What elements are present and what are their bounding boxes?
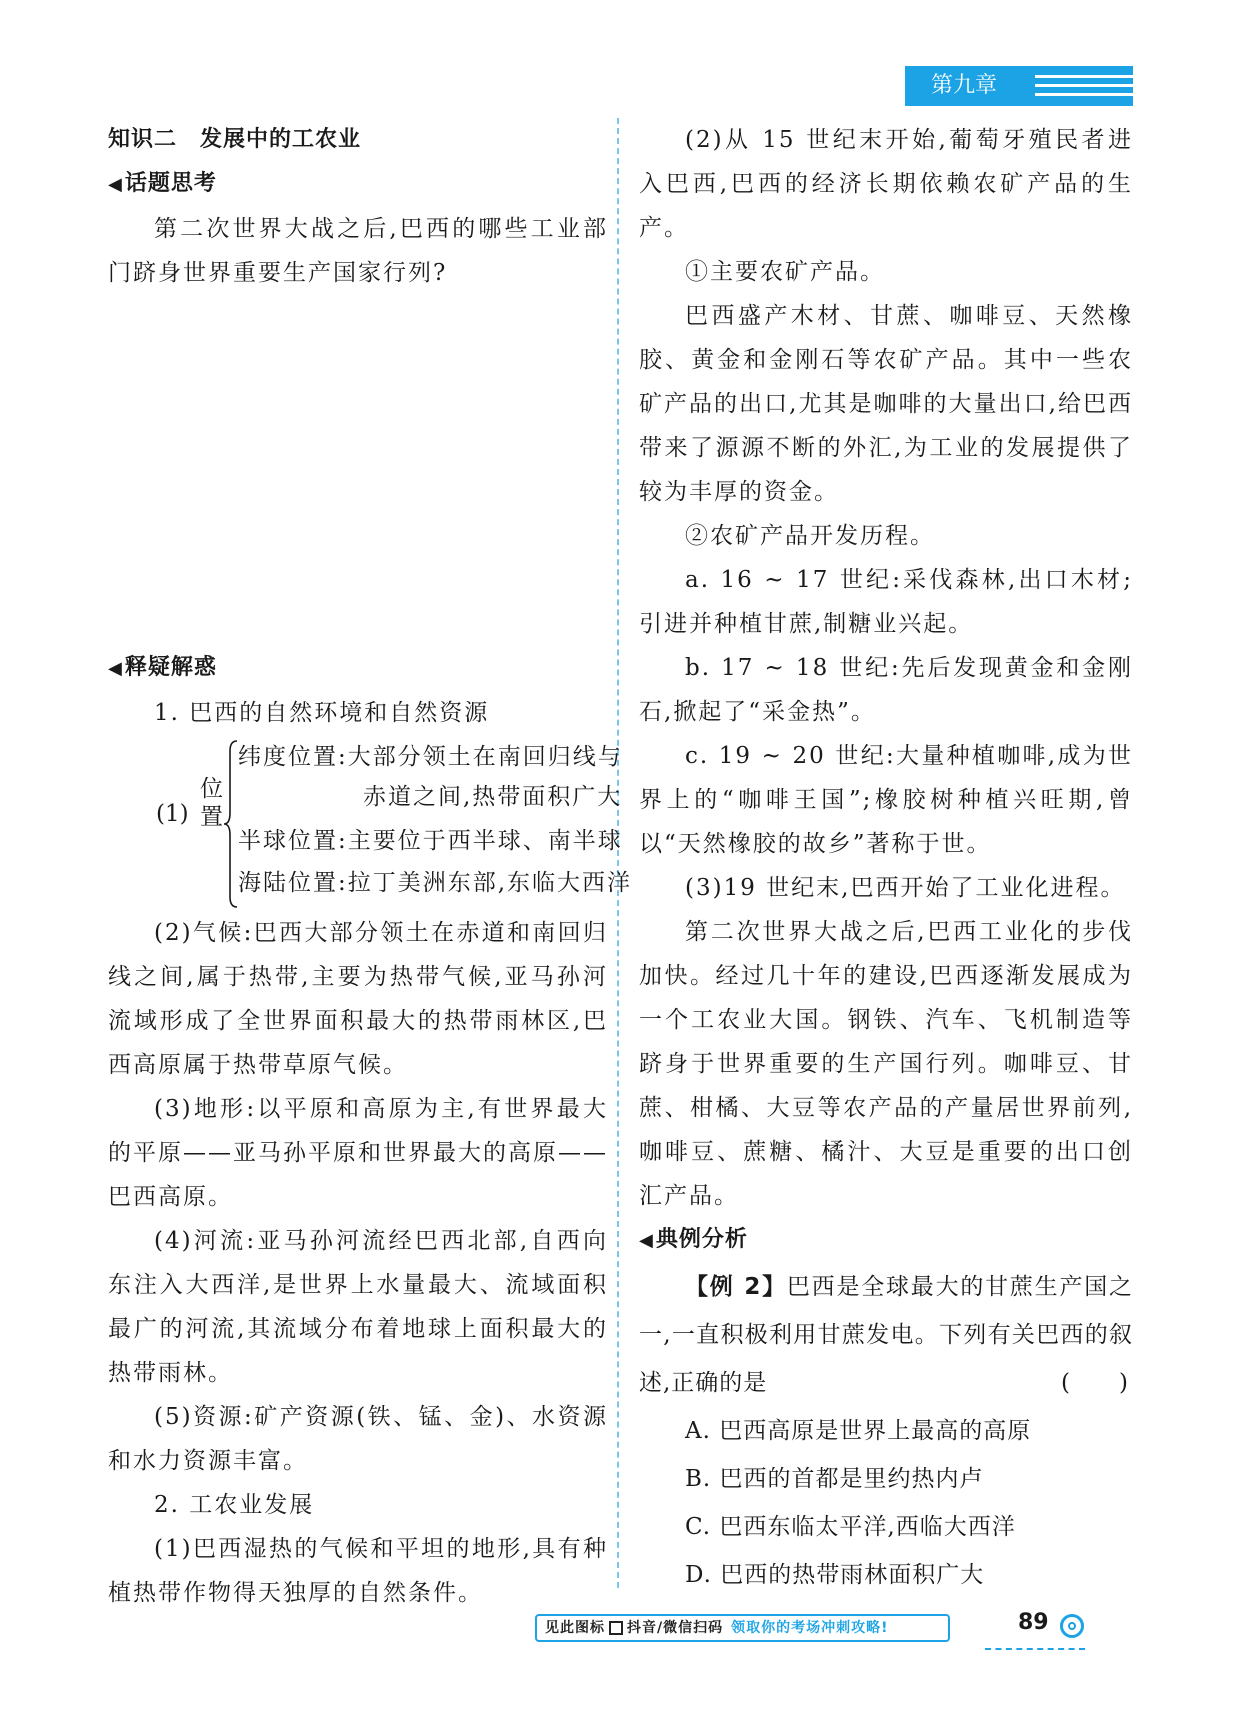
topic-question: 第二次世界大战之后,巴西的哪些工业部门跻身世界重要生产国家行列? — [108, 216, 608, 286]
products-paragraph: 巴西盛产木材、甘蔗、咖啡豆、天然橡胶、黄金和金刚石等农矿产品。其中一些农矿产品的出口,尤其是咖啡的大量出口,给巴西带来了源源不断的外汇,为工业的发展提供了较为丰厚的资金。 — [639, 303, 1133, 505]
history-item-c: c. 19 ~ 20 世纪:大量种植咖啡,成为世界上的“咖啡王国”;橡胶树种植兴旺期,曾以“天然橡胶的故乡”著称于世。 — [639, 743, 1133, 857]
sub-heading-products: ①主要农矿产品。 — [685, 259, 885, 285]
brace-line-latitude: 纬度位置:大部分领土在南回归线与 — [238, 744, 623, 770]
terrain-paragraph: (3)地形:以平原和高原为主,有世界最大的平原——亚马孙平原和世界最大的高原——巴西高原。 — [108, 1096, 608, 1210]
location-brace-block — [108, 735, 633, 911]
topic-heading: ◀话题思考 — [108, 171, 217, 196]
section-title: 知识二 发展中的工农业 — [108, 127, 362, 152]
option-a: A. 巴西高原是世界上最高的高原 — [685, 1418, 1032, 1444]
right-column — [639, 118, 1133, 1599]
chapter-tab: 第九章 — [905, 66, 1023, 106]
option-d: D. 巴西的热带雨林面积广大 — [685, 1562, 985, 1588]
footer-left-text: 见此图标 — [545, 1620, 605, 1636]
page-number: 89 — [1018, 1610, 1049, 1635]
brace-icon — [224, 739, 238, 909]
footer-mid-text: 抖音/微信扫码 — [627, 1620, 724, 1636]
history-item-b: b. 17 ~ 18 世纪:先后发现黄金和金刚石,掀起了“采金热”。 — [639, 655, 1133, 725]
agri-conditions-paragraph: (1)巴西湿热的气候和平坦的地形,具有种植热带作物得天独厚的自然条件。 — [108, 1536, 608, 1606]
triangle-icon: ◀ — [108, 658, 123, 679]
example-text: 巴西是全球最大的甘蔗生产国之一,一直积极利用甘蔗发电。下列有关巴西的叙述,正确的是 — [639, 1274, 1134, 1396]
footer-banner — [535, 1614, 950, 1642]
item1-p1-label: (1) — [156, 801, 189, 827]
example-heading: ◀典例分析 — [639, 1227, 748, 1252]
explain-heading: ◀释疑解惑 — [108, 655, 217, 680]
brace-line-latitude-cont: 赤道之间,热带面积广大 — [238, 784, 623, 810]
answer-space — [108, 295, 608, 646]
item1-title: 1. 巴西的自然环境和自然资源 — [154, 700, 490, 726]
postwar-paragraph: 第二次世界大战之后,巴西工业化的步伐加快。经过几十年的建设,巴西逐渐发展成为一个工农业大国。钢铁、汽车、飞机制造等跻身于世界重要的生产国行列。咖啡豆、甘蔗、柑橘、大豆等农产品的产量居世界前列,咖啡豆、蔗糖、橘汁、大豆是重要的出口创汇产品。 — [639, 919, 1133, 1209]
colonial-paragraph: (2)从 15 世纪末开始,葡萄牙殖民者进入巴西,巴西的经济长期依赖农矿产品的生产。 — [639, 127, 1133, 241]
chapter-tab-stripes — [1023, 66, 1133, 106]
climate-paragraph: (2)气候:巴西大部分领土在赤道和南回归线之间,属于热带,主要为热带气候,亚马孙河流域形成了全世界面积最大的热带雨林区,巴西高原属于热带草原气候。 — [108, 920, 608, 1078]
item2-title: 2. 工农业发展 — [154, 1492, 315, 1518]
page-circle-icon — [1060, 1614, 1084, 1638]
position-label: 位置 — [200, 776, 223, 830]
footer-dash-line — [985, 1648, 1085, 1650]
qr-icon — [609, 1621, 623, 1635]
brace-line-sea-land: 海陆位置:拉丁美洲东部,东临大西洋 — [238, 870, 633, 896]
history-item-a: a. 16 ~ 17 世纪:采伐森林,出口木材;引进并种植甘蔗,制糖业兴起。 — [639, 567, 1133, 637]
footer-right-text: 领取你的考场冲刺攻略! — [731, 1620, 889, 1636]
river-paragraph: (4)河流:亚马孙河流经巴西北部,自西向东注入大西洋,是世界上水量最大、流域面积最广的河流,其流域分布着地球上面积最大的热带雨林。 — [108, 1228, 608, 1386]
left-column — [108, 118, 633, 1615]
option-b: B. 巴西的首都是里约热内卢 — [685, 1466, 984, 1492]
triangle-icon: ◀ — [108, 174, 123, 195]
brace-line-hemisphere: 半球位置:主要位于西半球、南半球 — [238, 828, 623, 854]
example-question — [639, 1263, 1133, 1407]
industrialization-paragraph: (3)19 世纪末,巴西开始了工业化进程。 — [685, 875, 1126, 901]
resources-paragraph: (5)资源:矿产资源(铁、锰、金)、水资源和水力资源丰富。 — [108, 1404, 608, 1474]
sub-heading-history: ②农矿产品开发历程。 — [685, 523, 935, 549]
triangle-icon: ◀ — [639, 1230, 654, 1251]
answer-blank: ( ) — [1061, 1370, 1129, 1396]
example-tag: 【例 2】 — [685, 1274, 787, 1300]
option-c: C. 巴西东临太平洋,西临大西洋 — [685, 1514, 1016, 1540]
